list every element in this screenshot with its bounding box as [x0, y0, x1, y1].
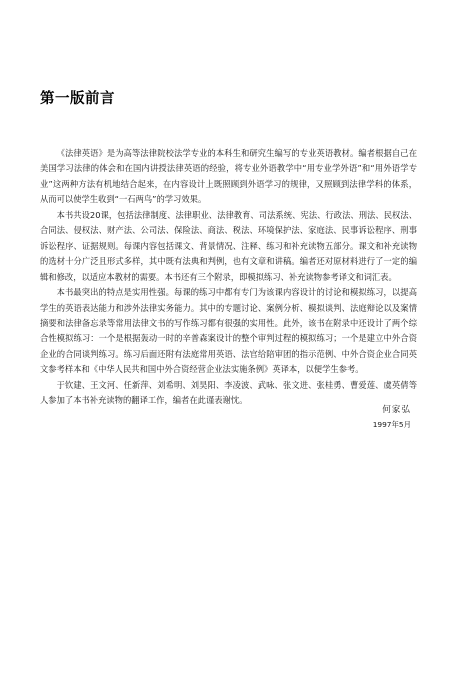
paragraph-acknowledgements: 于钦建、王文河、任新萍、刘希明、刘昊阳、李凌波、武咏、张文进、张桂勇、曹爱莲、虞英倩等人参加了本书补充读物的翻译工作，编者在此谨表谢忱。 — [40, 379, 417, 406]
page-title: 第一版前言 — [40, 91, 115, 107]
paragraph-features: 本书最突出的特点是实用性强。每课的练习中都有专门为该课内容设计的讨论和模拟练习，以提高学生的英语表达能力和涉外法律实务能力。其中的专题讨论、案例分析、模拟谈判、法庭辩论以及案情摘要和法律备忘录等常用法律文书的写作练习都有很强的实用性。此外，该书在附录中还设计了两个综合性模拟练习：一个是根据轰动一时的辛普森案设计的整个审判过程的模拟练习；一个是建立中外合资企业的合同谈判练习。练习后面还附有法庭常用英语、法官给陪审团的指示范例、中外合资企业合同英文参考样本和《中华人民共和国中外合资经营企业法实施条例》英译本，以便学生参考。 — [40, 287, 417, 375]
preface-body — [40, 146, 417, 409]
author-name: 何家弘 — [382, 405, 411, 415]
signature-date: 1997年5月 — [372, 420, 411, 429]
signature-block — [373, 403, 411, 432]
paragraph-intro: 《法律英语》是为高等法律院校法学专业的本科生和研究生编写的专业英语教材。编者根据自己在美国学习法律的体会和在国内讲授法律英语的经验，将专业外语教学中“用专业学外语”和“用外语学专业”这两种方法有机地结合起来，在内容设计上既照顾到外语学习的规律，又照顾到法律学科的体系，从而可以使学生收到“一石两鸟”的学习效果。 — [40, 148, 417, 205]
paragraph-contents: 本书共设20课，包括法律制度、法律职业、法律教育、司法系统、宪法、行政法、刑法、民权法、合同法、侵权法、财产法、公司法、保险法、商法、税法、环境保护法、家庭法、民事诉讼程序、刑事诉讼程序、证据规则。每课内容包括课文、背景情况、注释、练习和补充读物五部分。课文和补充读物的选材十分广泛且形式多样，其中既有法典和判例，也有文章和讲稿。编者还对原材料进行了一定的编辑和修改，以适应本教材的需要。本书还有三个附录，即模拟练习、补充读物参考译文和词汇表。 — [40, 209, 417, 282]
